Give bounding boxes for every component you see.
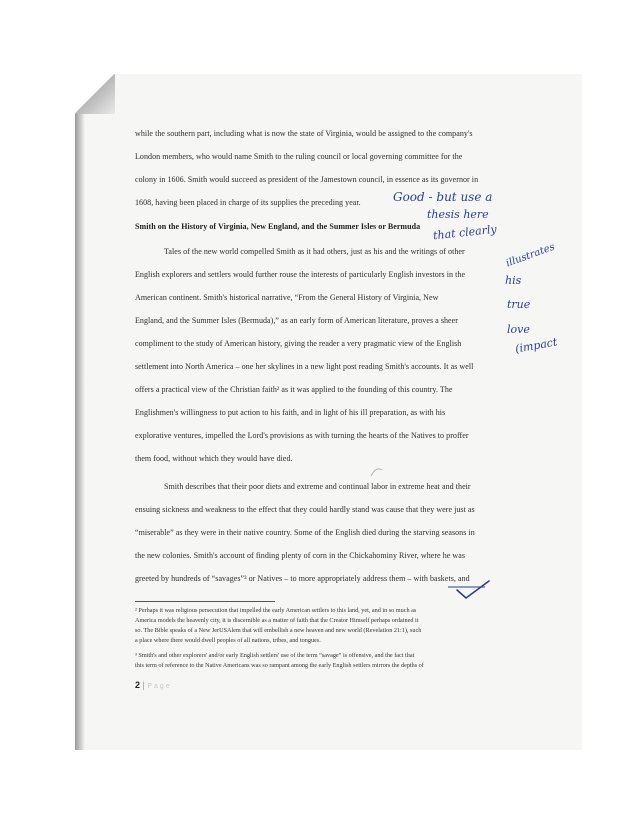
body-line: Smith describes that their poor diets and extreme and continual labor in extreme heat and their bbox=[164, 482, 471, 491]
page-number: 2 | Page bbox=[135, 680, 172, 690]
checkmark-icon bbox=[455, 579, 491, 601]
section-heading: Smith on the History of Virginia, New England, and the Summer Isles or Bermuda bbox=[135, 222, 421, 231]
handwritten-note: that clearly bbox=[432, 222, 498, 243]
body-line: compliment to the study of American history, giving the reader a very pragmatic view of the English bbox=[135, 339, 462, 348]
body-line: London members, who would name Smith to the ruling council or local governing committee for the bbox=[135, 152, 463, 161]
body-line: Englishmen's willingness to put action to his faith, and in light of his ill preparation, as with his bbox=[135, 408, 446, 417]
footnote-line: so. The Bible speaks of a New JerUSAlem that will embellish a new heaven and new world (Revelation 21:1), such bbox=[135, 627, 422, 634]
underline-mark bbox=[447, 584, 487, 590]
body-line: the new colonies. Smith's account of finding plenty of corn in the Chickahominy River, where he was bbox=[135, 551, 465, 560]
body-line: “miserable” as they were in their native country. Some of the English died during the starving seasons in bbox=[135, 528, 475, 537]
body-line: England, and the Summer Isles (Bermuda),” as an early form of American literature, proves a sheer bbox=[135, 316, 458, 325]
body-line: greeted by hundreds of “savages”³ or Natives – to more appropriately address them – with baskets, and bbox=[135, 574, 470, 583]
footnote-line: America models the heavenly city, it is discernible as a matter of faith that the Creator Himself perhaps ordained it bbox=[135, 617, 419, 624]
handwritten-note: thesis here bbox=[427, 208, 489, 221]
handwritten-note: his bbox=[505, 274, 522, 287]
handwritten-note: illustrates bbox=[504, 241, 557, 270]
page-label: Page bbox=[147, 683, 172, 690]
footnote-line: a place where there would dwell peoples of all nations, tribes, and tongues. bbox=[135, 637, 321, 644]
page-edge-shadow bbox=[75, 74, 85, 750]
body-line: while the southern part, including what is now the state of Virginia, would be assigned to the company's bbox=[135, 129, 473, 138]
body-line: Tales of the new world compelled Smith as it had others, just as his and the writings of other bbox=[164, 247, 465, 256]
footnote-line: this term of reference to the Native Americans was so rampant among the early English settlers mirrors the depths of bbox=[135, 662, 424, 669]
body-line: colony in 1606. Smith would succeed as president of the Jamestown council, in essence as its governor in bbox=[135, 175, 479, 184]
body-line: 1608, having been placed in charge of its supplies the preceding year. bbox=[135, 198, 361, 207]
scanned-page bbox=[75, 74, 582, 750]
footnote-line: ² Perhaps it was religious persecution that impelled the early American settlers to this land, yet, and in so much as bbox=[135, 607, 417, 614]
handwritten-note: (impact bbox=[514, 335, 559, 356]
body-line: ensuing sickness and weakness to the effect that they could hardly stand was cause that they were just as bbox=[135, 505, 475, 514]
body-line: English explorers and settlers would further rouse the interests of particularly English investors in the bbox=[135, 270, 466, 279]
body-line: settlement into North America – one her skylines in a new light post reading Smith's accounts. It as well bbox=[135, 362, 474, 371]
handwritten-note: true bbox=[507, 298, 531, 311]
pencil-mark bbox=[368, 462, 388, 482]
body-line: American continent. Smith's historical narrative, “From the General History of Virginia, New bbox=[135, 293, 439, 302]
body-line: them food, without which they would have died. bbox=[135, 454, 293, 463]
body-line: offers a practical view of the Christian faith² as it was applied to the founding of this country. The bbox=[135, 385, 453, 394]
page-number-value: 2 bbox=[135, 680, 141, 690]
footnote-line: ³ Smith's and other explorers' and/or early English settlers' use of the term “savage” is offensive, and the fact that bbox=[135, 652, 415, 659]
body-line: explorative ventures, impelled the Lord's provisions as with turning the hearts of the Natives to proffer bbox=[135, 431, 469, 440]
folded-corner bbox=[75, 74, 115, 114]
footnote-rule bbox=[135, 601, 275, 602]
handwritten-note: Good - but use a bbox=[393, 190, 493, 204]
handwritten-note: love bbox=[507, 323, 530, 336]
